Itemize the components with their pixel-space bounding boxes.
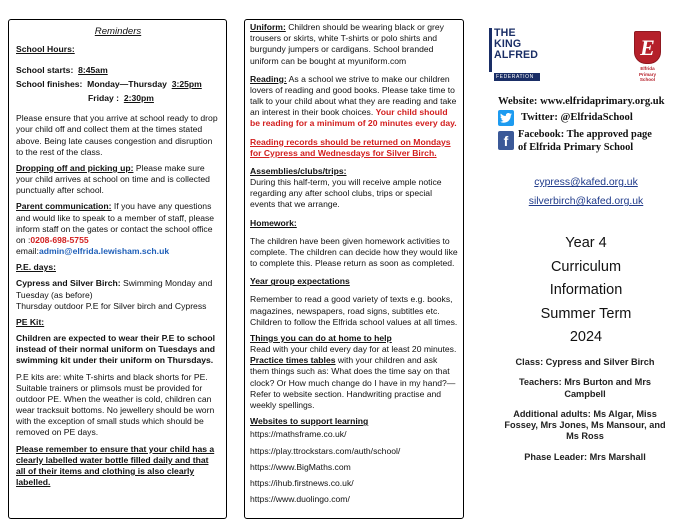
pe-days-text: Cypress and Silver Birch: Swimming Monday and Tuesday (as before) bbox=[16, 278, 213, 300]
king-alfred-federation-logo: THE KING ALFRED FEDERATION bbox=[489, 28, 535, 80]
school-email-line: email:admin@elfrida.lewisham.sch.uk bbox=[16, 246, 170, 257]
reading-records-notice: Reading records should be returned on Mondays for Cypress and Wednesdays for Silver Birch. bbox=[250, 136, 451, 158]
website-link[interactable]: https://ihub.firstnews.co.uk/ bbox=[250, 477, 354, 488]
reading-heading: Reading: bbox=[250, 73, 287, 84]
websites-list bbox=[250, 429, 458, 505]
arrive-text: Please ensure that you arrive at school ready to drop your child off and collect them at the times stated above. Being late causes congestion and disruption to the rest of the class. bbox=[16, 113, 218, 157]
pe-kit-text: P.E kits are: white T-shirts and black shorts for PE. Suitable trainers or plimsols must be provided for outdoor PE. When the weather is cold, children can wear tracksuit bottoms. No jewellery should be worn with the exception of small studs which should be removed on PE days. bbox=[16, 371, 215, 438]
finish-time: 3:25pm bbox=[171, 78, 202, 89]
facebook-icon: f bbox=[498, 131, 514, 150]
info-panel bbox=[244, 19, 464, 519]
assemblies-text: During this half-term, you will receive ample notice regarding any after school clubs, trips or special events that we arrange. bbox=[250, 177, 442, 210]
school-starts-line: School starts: 8:45am bbox=[16, 64, 108, 75]
reminders-panel bbox=[8, 19, 227, 519]
website-line[interactable]: Website: www.elfridaprimary.org.uk bbox=[498, 96, 665, 107]
parent-communication-paragraph: Parent communication: If you have any questions and would like to speak to a member of staff, please inform staff on the gates or contact the school office on :0208-698-5755 bbox=[16, 201, 215, 245]
reminders-title: Reminders bbox=[94, 26, 142, 37]
cypress-email-link[interactable]: cypress@kafed.org.uk bbox=[534, 177, 638, 188]
school-email-link[interactable]: admin@elfrida.lewisham.sch.uk bbox=[38, 246, 170, 257]
phase-leader-line: Phase Leader: Mrs Marshall bbox=[524, 451, 646, 462]
twitter-icon bbox=[498, 110, 514, 126]
class-info bbox=[500, 357, 670, 472]
uniform-paragraph: Uniform: Children should be wearing black or grey trousers or skirts, white T-shirts or polo shirts and burgundy jumpers or cardigans. School branded uniform can be bought at myuniform.com bbox=[250, 22, 444, 66]
class-line: Class: Cypress and Silver Birch bbox=[515, 357, 655, 367]
dropping-off-paragraph: Dropping off and picking up: Please make sure your child arrives at school on time and is collected punctually after school. bbox=[16, 162, 210, 196]
parent-communication-heading: Parent communication: bbox=[16, 201, 112, 212]
assemblies-heading: Assemblies/clubs/trips: bbox=[250, 165, 347, 176]
pe-outdoor-text: Thursday outdoor P.E for Silver birch and Cypress bbox=[16, 300, 207, 311]
twitter-line[interactable]: Twitter: @ElfridaSchool bbox=[498, 110, 633, 126]
water-bottle-notice: Please remember to ensure that your child has a clearly labelled water bottle filled daily and that all of their items and clothing is also clearly labelled. bbox=[16, 443, 215, 488]
friday-line: Friday : 2:30pm bbox=[88, 92, 154, 103]
websites-heading: Websites to support learning bbox=[250, 416, 369, 427]
things-heading: Things you can do at home to help bbox=[250, 332, 392, 343]
elfrida-school-crest: E Elfrida Primary School bbox=[634, 31, 661, 86]
silverbirch-email-link[interactable]: silverbirch@kafed.org.uk bbox=[528, 196, 644, 207]
website-link[interactable]: https://mathsframe.co.uk/ bbox=[250, 429, 347, 440]
curriculum-title: Year 4 Curriculum Information Summer Term 2024 bbox=[540, 235, 632, 345]
expectations-text: Remember to read a good variety of texts e.g. books, magazines, newspapers, road signs, subtitles etc. Children to follow the Elfrida school values at all times. bbox=[250, 294, 458, 327]
reading-paragraph: Reading: As a school we strive to make our children lovers of reading and good books. Please take time to talk to your child about what they are reading and take an interest in their book choices. Your child should be reading for a minimum of 20 minutes every day. bbox=[250, 73, 457, 129]
pe-days-heading: P.E. days: bbox=[16, 262, 56, 273]
homework-heading: Homework: bbox=[250, 217, 297, 228]
pe-kit-notice: Children are expected to wear their P.E to school instead of their normal uniform on Tuesdays and swimming kit under their uniform on Thursdays. bbox=[16, 333, 215, 366]
dropping-off-heading: Dropping off and picking up: bbox=[16, 162, 134, 173]
reading-minimum: Your child should be reading for a minimum of 20 minutes every day. bbox=[250, 107, 457, 129]
uniform-heading: Uniform: bbox=[250, 22, 286, 32]
expectations-heading: Year group expectations bbox=[250, 276, 350, 287]
facebook-line[interactable]: f Facebook: The approved page of Elfrida Primary School bbox=[498, 129, 652, 154]
school-hours-heading: School Hours: bbox=[16, 44, 75, 55]
homework-text: The children have been given homework activities to complete. The children can decide how they would like to complete this. Please return as soon as completed. bbox=[250, 235, 458, 269]
website-link[interactable]: https://www.BigMaths.com bbox=[250, 461, 351, 472]
things-text: Read with your child every day for at least 20 minutes. Practice times tables with your children and ask them things such as: What does the time say on that clock? Or How much change do I have in my hand?— Refer to website section. Handwriting practise and weekly spellings. bbox=[250, 344, 457, 410]
school-phone: 0208-698-5755 bbox=[30, 234, 89, 245]
website-link[interactable]: https://play.ttrockstars.com/auth/school/ bbox=[250, 445, 401, 456]
teachers-line: Teachers: Mrs Burton and Mrs Campbell bbox=[518, 377, 652, 399]
additional-adults-line: Additional adults: Ms Algar, Miss Fossey, Mrs Jones, Ms Mansour, and Ms Ross bbox=[504, 408, 666, 442]
website-link[interactable]: https://www.duolingo.com/ bbox=[250, 494, 350, 505]
start-time: 8:45am bbox=[78, 64, 108, 75]
pe-kit-heading: PE Kit: bbox=[16, 316, 45, 327]
school-finishes-line: School finishes: Monday—Thursday 3:25pm bbox=[16, 78, 202, 89]
friday-time: 2:30pm bbox=[123, 92, 154, 103]
